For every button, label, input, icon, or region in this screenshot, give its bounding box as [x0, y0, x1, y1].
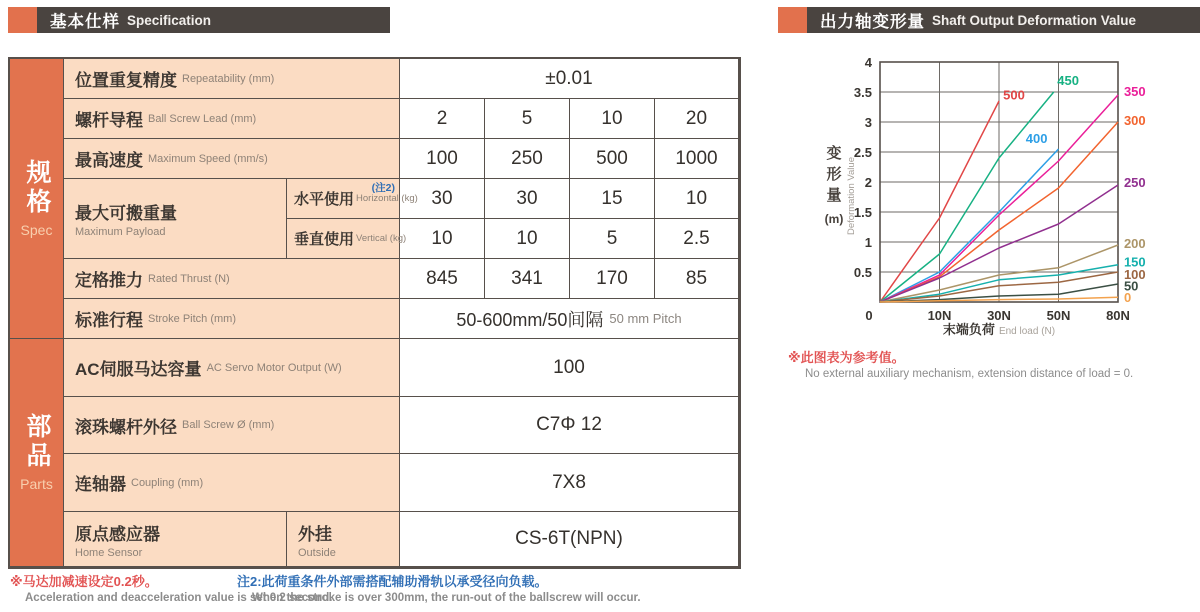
label-zh: 螺杆导程: [75, 111, 143, 130]
label-en: Home Sensor: [75, 546, 143, 559]
chart-footnote-zh: ※此图表为参考值。: [788, 350, 905, 365]
x-tick-label: 50N: [1046, 308, 1071, 323]
row-repeatability-label: [64, 59, 400, 99]
footnote-note2: [237, 571, 641, 604]
chart-footnote: [788, 347, 1133, 380]
stroke-value-zh: 50-600mm/50间隔: [456, 309, 604, 330]
x-tick-label: 0: [865, 308, 873, 323]
series-label-100: 100: [1123, 267, 1146, 282]
row-coupling-value: 7X8: [400, 454, 739, 512]
row-screw-dia-value: C7Φ 12: [400, 397, 739, 454]
series-label-150: 150: [1123, 254, 1146, 270]
label-zh: 水平使用: [294, 191, 355, 208]
x-tick-label: 10N: [927, 308, 952, 323]
footnote-motor-accel-en: Acceleration and deacceleration value is set 0.2 second.: [25, 592, 333, 604]
footnote-note2-en: When the stroke is over 300mm, the run-out of the ballscrew will occur.: [252, 592, 641, 604]
row-lead-value-3: 10: [570, 99, 655, 139]
label-en: Rated Thrust (N): [148, 272, 230, 285]
section-band-spec-zh: 规格: [23, 159, 51, 217]
x-axis-label: 末端负荷 End load (N): [942, 322, 1056, 337]
row-lead-value-4: 20: [655, 99, 739, 139]
label-zh: 原点感应器: [75, 524, 160, 544]
y-axis-label-unit: (m): [824, 212, 844, 226]
deformation-section-header: [778, 7, 1200, 33]
row-payload-horizontal-label: [287, 179, 418, 219]
label-en: Outside: [298, 546, 336, 559]
note2-superscript: (注2): [371, 182, 395, 194]
label-zh: 滚珠螺杆外径: [75, 417, 177, 437]
label-en: Coupling (mm): [131, 476, 204, 489]
row-coupling-label: [64, 454, 400, 512]
series-label-350: 350: [1123, 84, 1146, 99]
label-zh: 连轴器: [75, 475, 126, 494]
y-axis-label-zh: 变: [826, 145, 842, 162]
row-servo-label: [64, 339, 400, 397]
label-zh: 最高速度: [75, 151, 143, 170]
deformation-chart: [810, 46, 1200, 346]
row-thrust-value-2: 341: [485, 259, 570, 299]
y-tick-label: 3: [864, 115, 872, 130]
row-horizontal-value-2: 30: [485, 179, 570, 219]
y-tick-label: 2: [864, 175, 872, 190]
y-axis-label-en: Deformation Value: [846, 157, 857, 235]
label-zh: AC伺服马达容量: [75, 360, 202, 379]
label-en: Ball Screw Ø (mm): [182, 419, 275, 431]
label-zh: 定格推力: [75, 271, 143, 290]
row-speed-value-4: 1000: [655, 139, 739, 179]
row-servo-value: 100: [400, 339, 739, 397]
row-vertical-value-4: 2.5: [655, 219, 739, 259]
spec-table: [8, 57, 741, 569]
label-en: AC Servo Motor Output (W): [206, 361, 342, 374]
row-thrust-label: [64, 259, 400, 299]
y-tick-label: 1.5: [853, 205, 872, 220]
series-label-0: 0: [1123, 289, 1132, 305]
section-band-parts: [10, 339, 64, 567]
spec-section-header: [8, 7, 390, 33]
label-zh: 最大可搬重量: [75, 204, 177, 223]
label-en: Stroke Pitch (mm): [148, 312, 237, 325]
series-label-450: 450: [1057, 73, 1080, 89]
row-vertical-value-2: 10: [485, 219, 570, 259]
label-en: Horizontal (kg): [356, 193, 418, 204]
label-en: Ball Screw Lead (mm): [148, 112, 257, 125]
spec-header-title-zh: 基本仕样: [50, 13, 120, 31]
series-line-450: [880, 92, 1054, 302]
series-label-250: 250: [1123, 175, 1146, 191]
row-speed-value-1: 100: [400, 139, 485, 179]
row-home-sensor-label: [64, 512, 287, 567]
row-payload-label: [64, 179, 287, 259]
deformation-header-title-zh: 出力轴变形量: [820, 13, 925, 31]
y-tick-label: 1: [864, 235, 872, 250]
series-line-400: [880, 149, 1059, 302]
y-axis-label-zh: 形: [826, 166, 842, 183]
y-tick-label: 4: [864, 55, 872, 70]
y-tick-label: 0.5: [853, 265, 872, 280]
row-home-sensor-outside-label: [287, 512, 400, 567]
series-label-400: 400: [1025, 130, 1048, 146]
label-en: Vertical (kg): [356, 233, 407, 244]
accent-square-icon: [778, 7, 807, 33]
section-band-parts-en: Parts: [20, 476, 53, 492]
x-tick-label: 30N: [987, 308, 1011, 323]
section-band-spec: [10, 59, 64, 339]
row-speed-label: [64, 139, 400, 179]
spec-header-title-en: Specification: [127, 12, 212, 28]
row-horizontal-value-4: 10: [655, 179, 739, 219]
row-stroke-label: [64, 299, 400, 339]
row-speed-value-3: 500: [570, 139, 655, 179]
section-band-spec-en: Spec: [20, 222, 53, 238]
row-horizontal-value-1: 30: [400, 179, 485, 219]
row-thrust-value-4: 85: [655, 259, 739, 299]
series-label-200: 200: [1123, 235, 1146, 251]
deformation-chart-svg: [810, 46, 1200, 346]
series-label-50: 50: [1123, 278, 1139, 294]
row-home-sensor-value: CS-6T(NPN): [400, 512, 739, 567]
accent-square-icon: [8, 7, 37, 33]
series-label-500: 500: [1003, 87, 1025, 103]
row-thrust-value-3: 170: [570, 259, 655, 299]
row-thrust-value-1: 845: [400, 259, 485, 299]
label-en: Maximum Payload: [75, 226, 166, 238]
chart-footnote-en: No external auxiliary mechanism, extension distance of load = 0.: [805, 368, 1134, 380]
row-speed-value-2: 250: [485, 139, 570, 179]
label-en: Maximum Speed (mm/s): [148, 152, 268, 165]
label-zh: 标准行程: [75, 311, 143, 330]
section-band-parts-zh: 部品: [23, 413, 51, 471]
series-label-300: 300: [1123, 112, 1146, 128]
label-zh: 外挂: [298, 524, 332, 544]
x-tick-label: 80N: [1106, 308, 1130, 323]
row-stroke-value: [400, 299, 739, 339]
y-tick-label: 2.5: [853, 145, 872, 160]
label-zh: 垂直使用: [294, 231, 355, 248]
row-vertical-value-1: 10: [400, 219, 485, 259]
row-lead-label: [64, 99, 400, 139]
row-horizontal-value-3: 15: [570, 179, 655, 219]
footnote-note2-zh: 注2:此荷重条件外部需搭配辅助滑轨以承受径向负载。: [237, 574, 548, 589]
footnote-motor-accel-zh: ※马达加减速设定0.2秒。: [10, 574, 158, 589]
y-tick-label: 3.5: [853, 85, 872, 100]
row-payload-vertical-label: [287, 219, 407, 259]
row-screw-dia-label: [64, 397, 400, 454]
stroke-value-en: 50 mm Pitch: [609, 311, 682, 326]
row-vertical-value-3: 5: [570, 219, 655, 259]
label-zh: 位置重复精度: [75, 71, 177, 90]
row-repeatability-value: ±0.01: [400, 59, 739, 99]
row-lead-value-1: 2: [400, 99, 485, 139]
row-lead-value-2: 5: [485, 99, 570, 139]
y-axis-label-zh: 量: [826, 187, 842, 204]
label-en: Repeatability (mm): [182, 72, 275, 85]
deformation-header-title-en: Shaft Output Deformation Value: [932, 12, 1137, 28]
